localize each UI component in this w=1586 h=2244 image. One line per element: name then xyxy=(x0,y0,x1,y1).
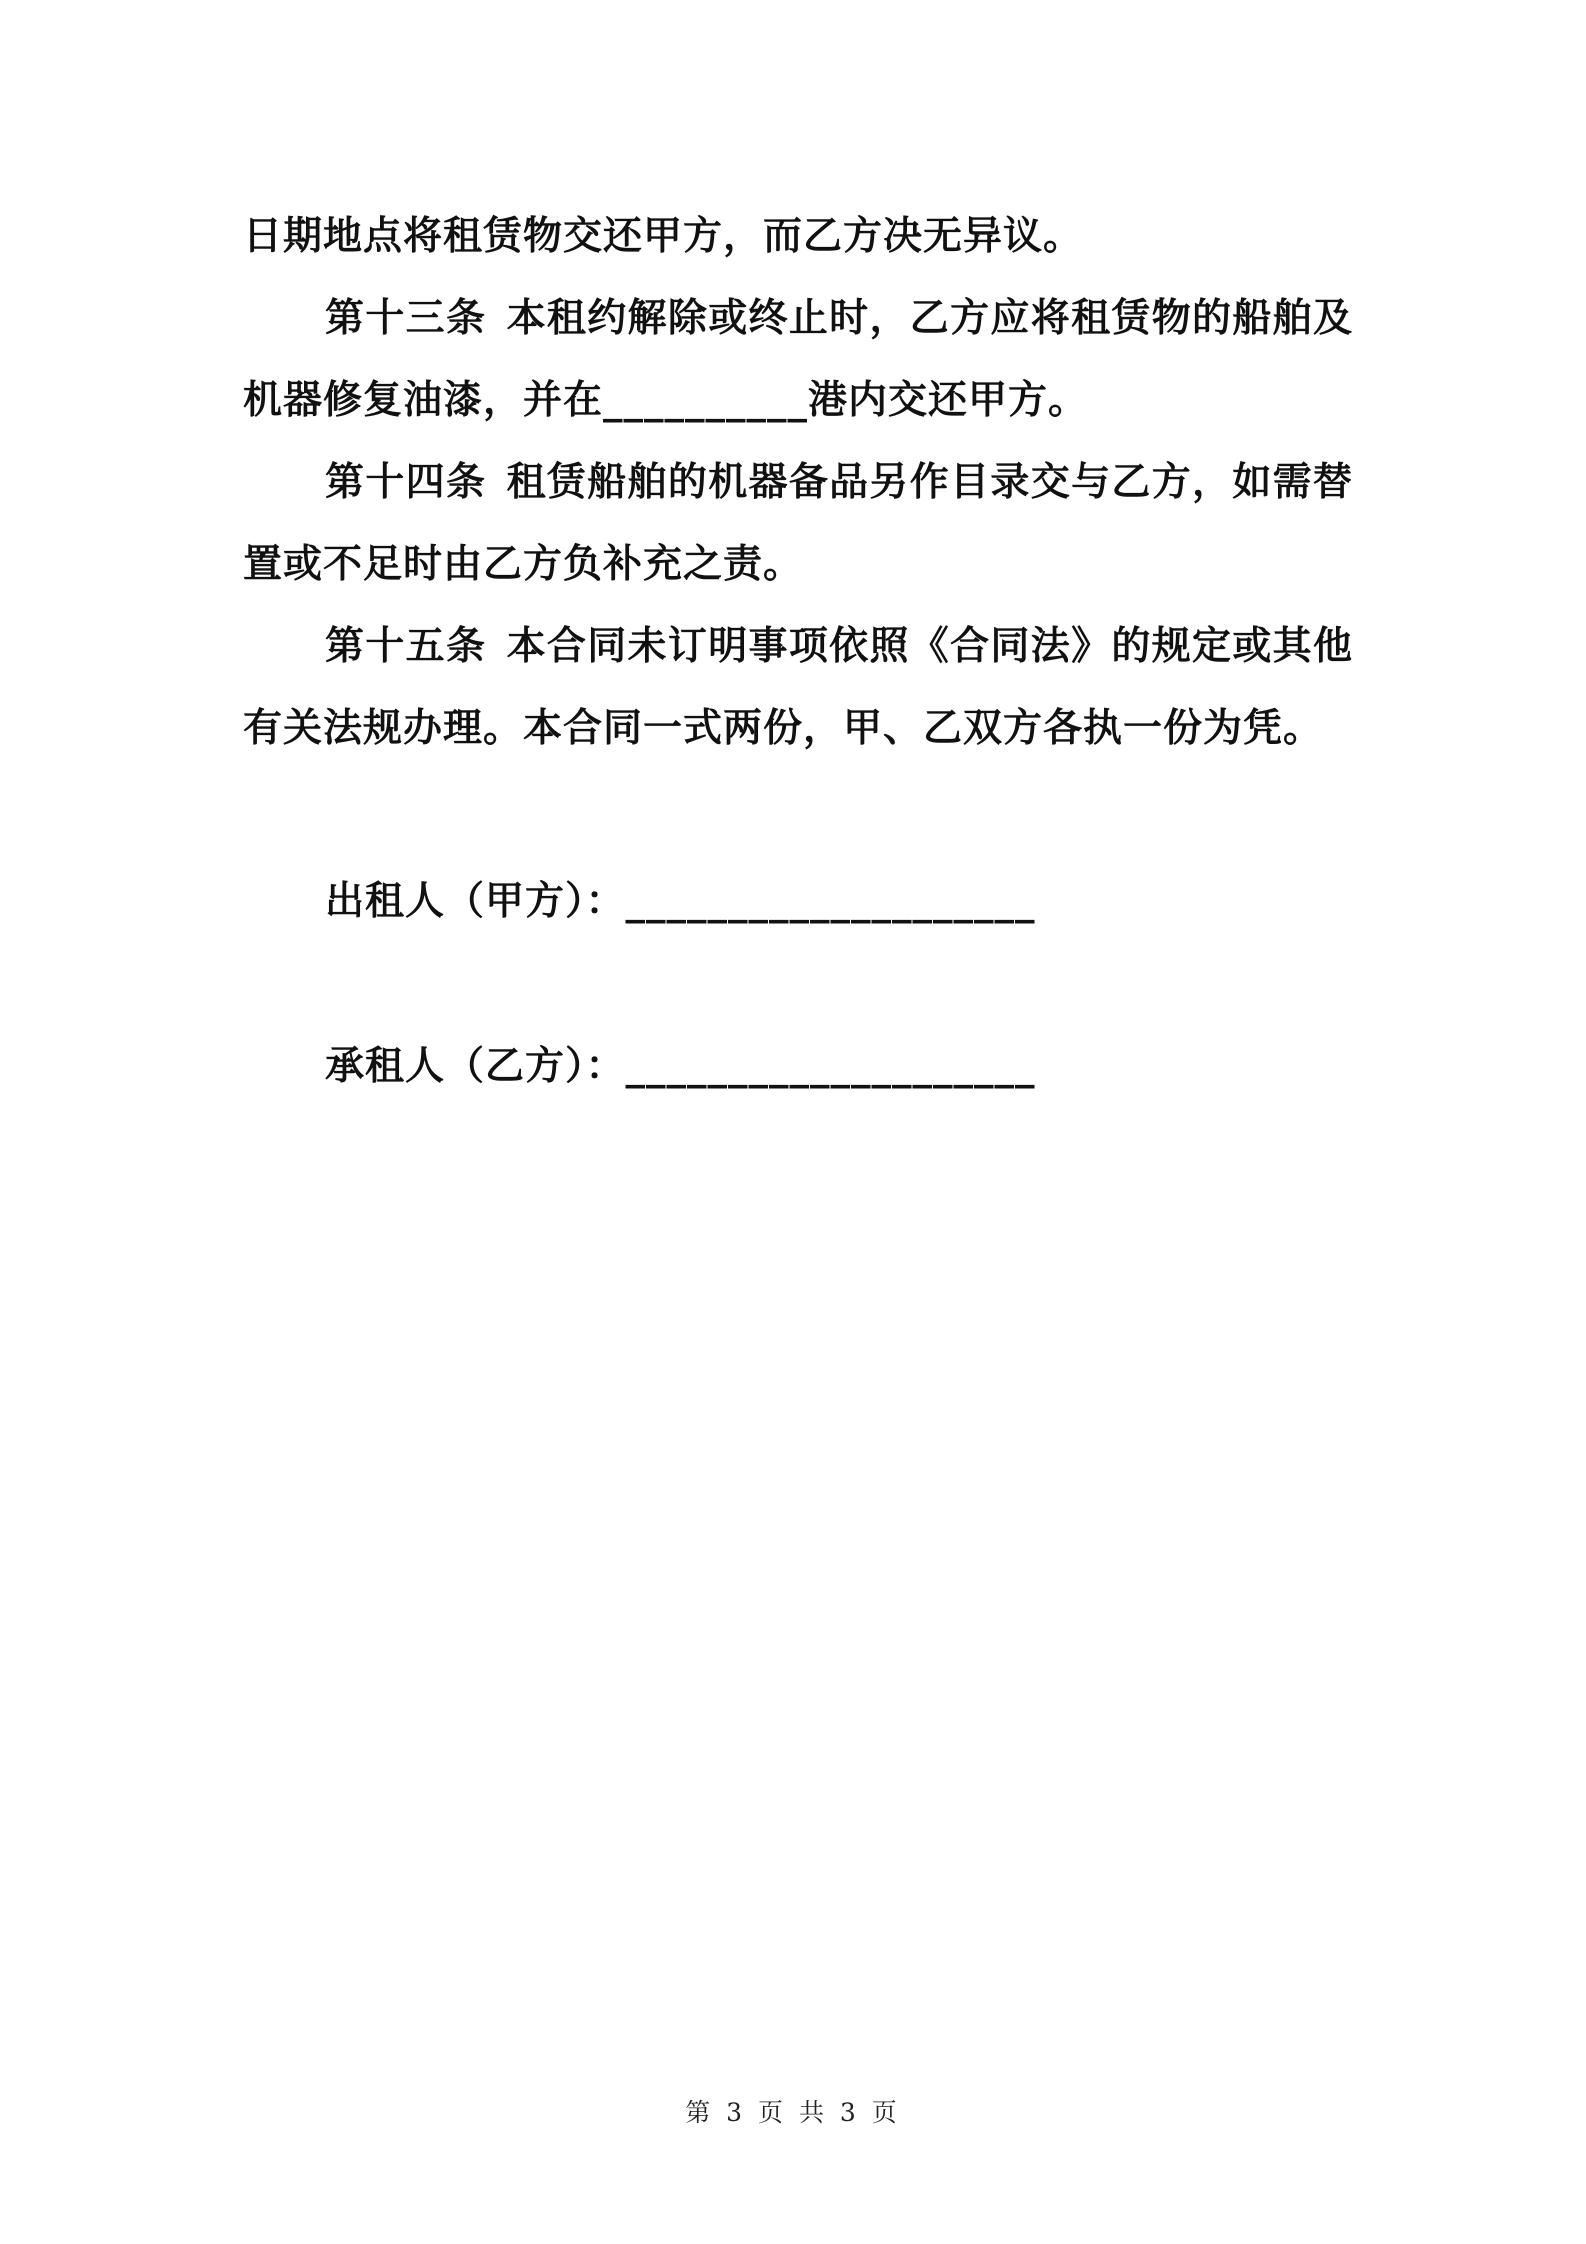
paragraph-continuation xyxy=(243,196,1353,278)
page-number: 第 3 页 共 3 页 xyxy=(685,2098,901,2127)
lessee-signature-line: ____________________ xyxy=(625,1044,1036,1089)
article-14 xyxy=(243,442,1353,606)
paragraph-text: 日期地点将租赁物交还甲方，而乙方决无异议。 xyxy=(243,214,1084,259)
article-text: 租赁船舶的机器备品另作目录交与乙方，如需替置或不足时由乙方负补充之责。 xyxy=(243,460,1353,587)
page-footer xyxy=(0,2093,1586,2129)
lessor-signature xyxy=(325,877,1036,927)
lessor-label: 出租人（甲方）： xyxy=(325,879,626,924)
lessee-label: 承租人（乙方）： xyxy=(325,1044,626,1089)
article-number: 第十五条 xyxy=(325,624,487,669)
document-body xyxy=(243,196,1353,770)
article-number: 第十三条 xyxy=(325,296,487,341)
article-text: 本租约解除或终止时，乙方应将租赁物的船舶及机器修复油漆，并在__________港内交还甲方。 xyxy=(243,296,1353,423)
article-number: 第十四条 xyxy=(325,460,487,505)
article-15 xyxy=(243,606,1353,770)
lessor-signature-line: ____________________ xyxy=(625,879,1036,924)
article-13 xyxy=(243,278,1353,442)
article-text: 本合同未订明事项依照《合同法》的规定或其他有关法规办理。本合同一式两份，甲、乙双方各执一份为凭。 xyxy=(243,624,1353,751)
lessee-signature xyxy=(325,1042,1036,1092)
